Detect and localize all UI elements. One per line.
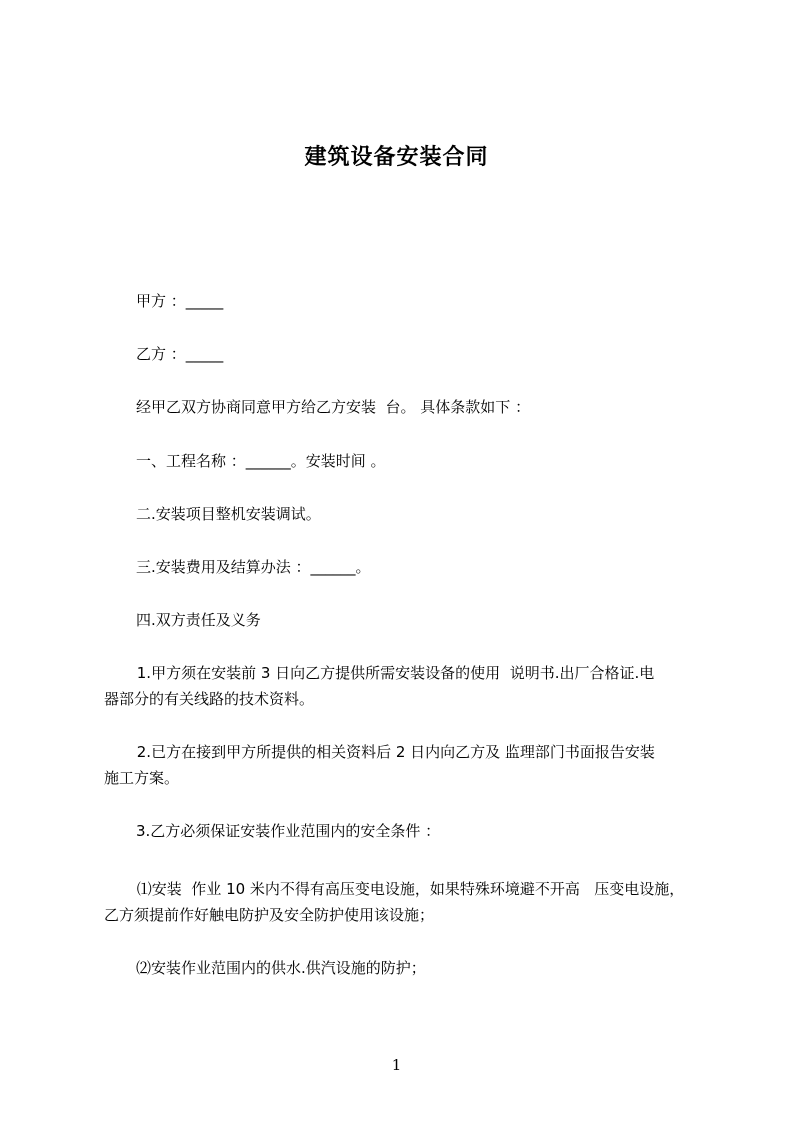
item-3: 3.乙方必须保证安装作业范围内的安全条件 ： bbox=[136, 822, 441, 840]
sub-item-1-line-2: 乙方须提前作好触电防护及安全防护使用该设施； bbox=[104, 906, 435, 924]
clause-1: 一、工程名称 ：______。安装时间 。 bbox=[136, 452, 386, 470]
sub-item-1-line-1: ⑴安装 作业 10 米内不得有高压变电设施，如果特殊环境避不开高 压变电设施， bbox=[132, 880, 685, 898]
clause-4-heading: 四.双方责任及义务 bbox=[136, 611, 261, 629]
party-a-line: 甲方 ：_____ bbox=[136, 292, 224, 310]
clause-3: 三.安装费用及结算办法 ：______。 bbox=[136, 558, 371, 576]
item-2-line-1: 2.已方在接到甲方所提供的相关资料后 2 日内向乙方及 监理部门书面报告安装 bbox=[132, 743, 655, 761]
item-1-line-2: 器部分的有关线路的技术资料。 bbox=[104, 690, 315, 708]
item-2-line-2: 施工方案。 bbox=[104, 769, 180, 787]
sub-item-2: ⑵安装作业范围内的供水.供汽设施的防护； bbox=[136, 959, 426, 977]
page-number: 1 bbox=[391, 1056, 402, 1074]
intro-paragraph: 经甲乙双方协商同意甲方给乙方安装 台。 具体条款如下 ： bbox=[136, 398, 531, 416]
party-b-line: 乙方 ：_____ bbox=[136, 345, 224, 363]
document-title: 建筑设备安装合同 bbox=[304, 145, 489, 170]
item-1-line-1: 1.甲方须在安装前 3 日向乙方提供所需安装设备的使用 说明书.出厂合格证.电 bbox=[132, 664, 655, 682]
clause-2: 二.安装项目整机安装调试。 bbox=[136, 505, 321, 523]
